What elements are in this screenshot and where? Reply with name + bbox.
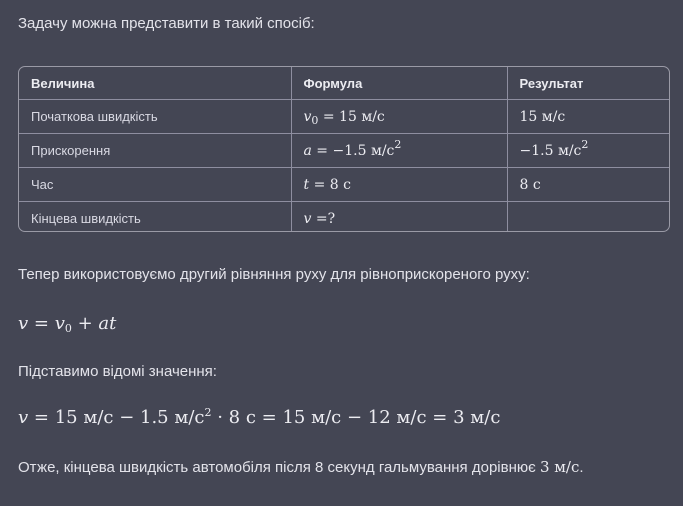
data-table [18,66,670,232]
cell-formula [291,202,507,233]
conclusion-suffix: . [579,459,584,476]
eq1-at: at [98,313,117,334]
formula-rest: = −1.5 [311,142,371,159]
cell-result [507,134,670,168]
eq2-v: v [18,407,29,428]
formula-unit: м/с [370,142,395,159]
formula-var: a [303,142,312,159]
cell-result [507,202,670,233]
eq2-unit5: м/с [396,407,427,428]
table-row [19,134,670,168]
intro-text: Задачу можна представити в такий спосіб: [18,15,315,32]
table-row [19,100,670,134]
cell-quantity: Кінцева швидкість [19,202,291,233]
substitute-text: Підставимо відомі значення: [18,363,217,380]
conclusion-unit: м/с [554,458,580,476]
cell-quantity: Початкова швидкість [19,100,291,134]
formula-rest: =? [311,210,336,227]
formula-rest: = 15 [318,108,362,125]
eq2-part1: = 15 [28,407,84,428]
formula-var-sub: 0 [311,113,319,127]
cell-quantity: Прискорення [19,134,291,168]
eq1-equals: = [28,313,55,334]
formula-rest: = 8 [309,176,344,193]
eq2-unit2: м/с [174,407,205,428]
eq2-part6: = 3 [426,407,471,428]
result-value: 8 [519,176,533,193]
eq1-v0: v [54,313,65,334]
formula-unit: с [343,176,351,193]
eq2-part2: − 1.5 [113,407,175,428]
eq2-part4: = 15 [255,407,312,428]
cell-formula [291,168,507,202]
formula-var: v [303,210,312,227]
eq2-unit6: м/с [470,407,501,428]
header-quantity: Величина [19,67,291,100]
conclusion-text [18,457,584,478]
cell-quantity: Час [19,168,291,202]
table-row [19,202,670,233]
header-formula: Формула [291,67,507,100]
formula-var: v [303,108,312,125]
eq1-v0-sub: 0 [64,322,72,335]
result-value: 15 [519,108,542,125]
equation-motion [18,312,116,336]
cell-formula [291,100,507,134]
result-unit: м/с [541,108,566,125]
conclusion-value: 3 [539,458,555,476]
eq1-v: v [18,313,29,334]
table-row [19,168,670,202]
eq2-unit1: м/с [83,407,114,428]
result-unit: с [532,176,541,193]
formula-unit: м/с [361,108,385,125]
eq2-unit3: с [245,407,256,428]
eq2-part3: · 8 [211,407,246,428]
cell-result [507,168,670,202]
table-header-row [19,67,670,100]
header-result: Результат [507,67,670,100]
eq2-unit4: м/с [311,407,342,428]
cell-result [507,100,670,134]
formula-var: t [303,176,310,193]
eq1-plus: + [71,313,99,334]
cell-formula [291,134,507,168]
eq2-sup2: 2 [204,406,212,419]
eq2-part5: − 12 [341,407,397,428]
formula-unit-sup: 2 [394,137,402,151]
result-unit: м/с [557,142,582,159]
equation-substituted [18,406,500,430]
result-unit-sup: 2 [581,137,589,151]
result-value: −1.5 [519,142,558,159]
explanation-text: Тепер використовуємо другий рівняння руху для рівноприскореного руху: [18,266,530,283]
conclusion-prefix: Отже, кінцева швидкість автомобіля після 8 секунд гальмування дорівнює [18,459,540,476]
